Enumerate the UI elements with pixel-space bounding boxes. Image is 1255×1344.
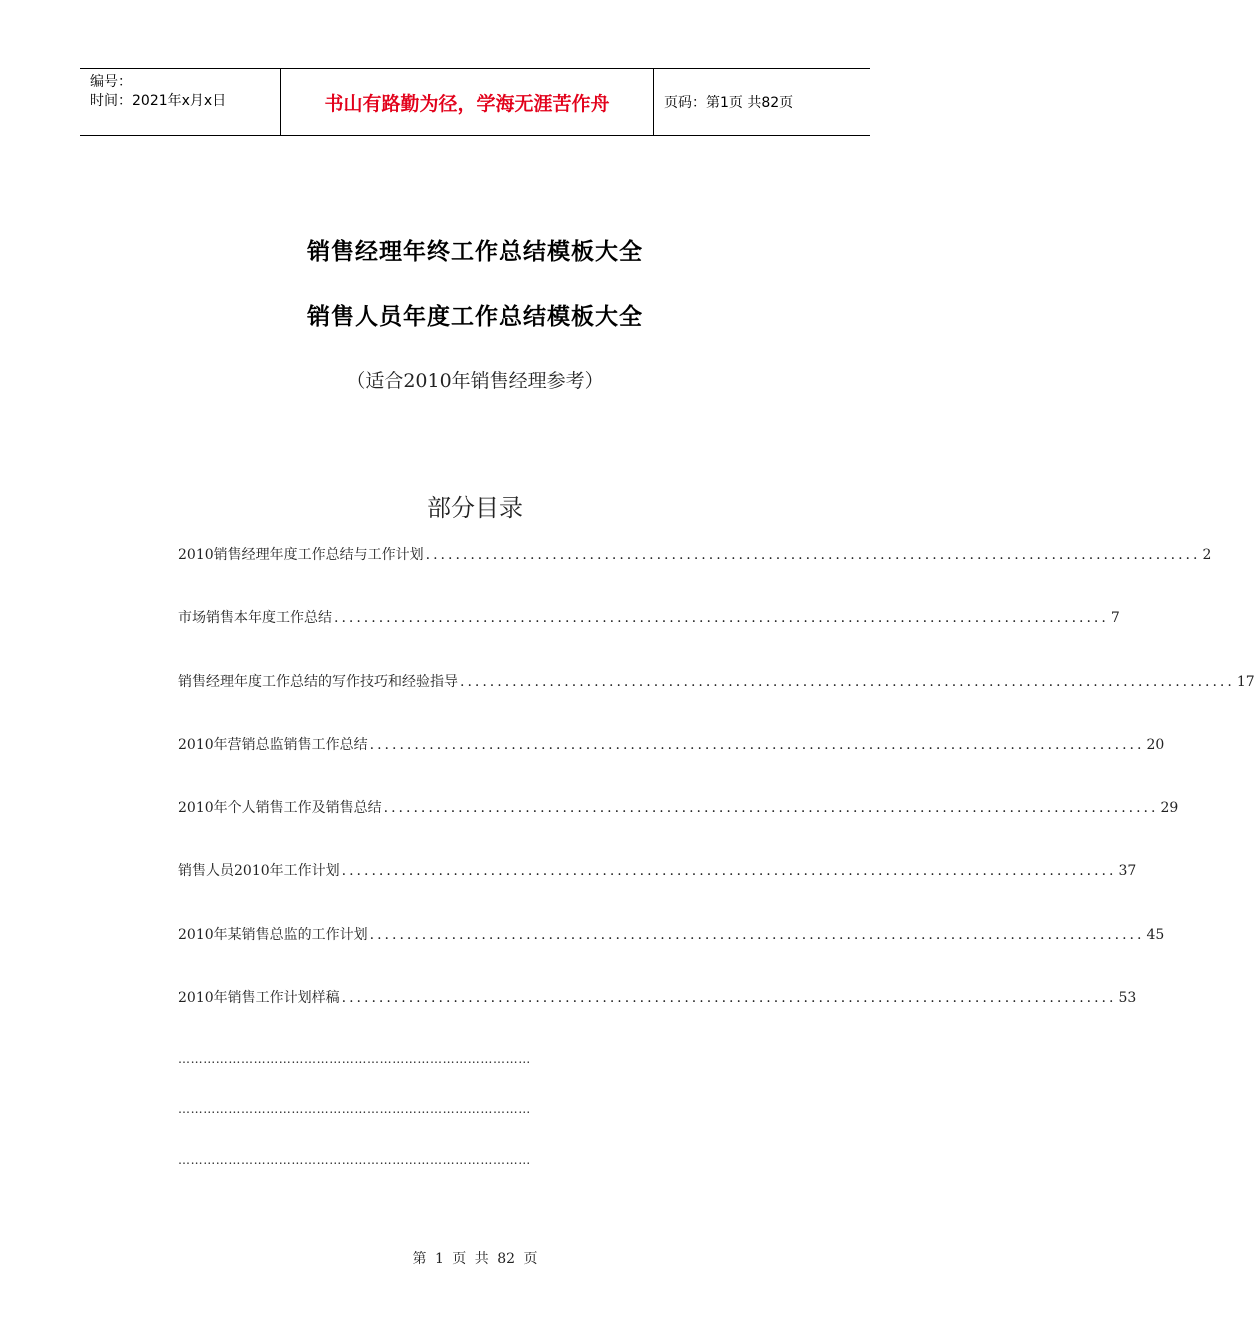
- toc-entry-title: 2010销售经理年度工作总结与工作计划: [178, 547, 424, 563]
- toc-entry-page: 2: [1202, 547, 1212, 563]
- ellipsis-line: …………………………………………………………………………: [178, 1052, 531, 1066]
- toc-entry-page: 17: [1236, 673, 1255, 690]
- ellipsis-line: …………………………………………………………………………: [178, 1102, 531, 1116]
- toc-leader: ........................................................................................................: [369, 736, 1145, 753]
- title-line-1: 销售经理年终工作总结模板大全: [307, 239, 643, 265]
- header-motto: 书山有路勤为径，学海无涯苦作舟: [281, 69, 654, 135]
- toc-leader: ........................................................................................................: [383, 800, 1159, 817]
- toc-entry-title: 2010年营销总监销售工作总结: [178, 736, 368, 753]
- toc-entry-title: 销售经理年度工作总结的写作技巧和经验指导: [178, 673, 458, 690]
- toc-heading: 部分目录: [427, 494, 523, 522]
- ellipsis-line: …………………………………………………………………………: [178, 1153, 531, 1167]
- toc-entry[interactable]: [178, 734, 1165, 797]
- toc-entry[interactable]: [178, 860, 1137, 923]
- toc-entry[interactable]: [178, 671, 1255, 734]
- header-meta: [80, 69, 281, 135]
- toc-leader: ........................................................................................................: [460, 673, 1235, 690]
- toc-entry-title: 市场销售本年度工作总结: [178, 610, 332, 627]
- toc-entry[interactable]: [178, 797, 1179, 860]
- toc-entry-page: 20: [1146, 736, 1165, 753]
- number-label: 编号：: [90, 74, 132, 90]
- subtitle: （适合2010年销售经理参考）: [346, 370, 604, 392]
- document-header: [80, 68, 870, 136]
- toc-entry-title: 2010年某销售总监的工作计划: [178, 926, 368, 943]
- toc-entry[interactable]: [178, 987, 1137, 1050]
- toc-entry-page: 29: [1160, 800, 1179, 817]
- toc-entry-page: 45: [1146, 926, 1165, 943]
- toc-entry-page: 7: [1110, 610, 1120, 627]
- table-of-contents: [178, 544, 1255, 1050]
- toc-entry[interactable]: [178, 607, 1120, 670]
- toc-leader: ........................................................................................................: [341, 863, 1117, 880]
- toc-leader: ........................................................................................................: [334, 610, 1109, 627]
- toc-entry-title: 2010年销售工作计划样稿: [178, 990, 340, 1007]
- toc-leader: ........................................................................................................: [369, 926, 1145, 943]
- toc-entry-title: 2010年个人销售工作及销售总结: [178, 800, 382, 817]
- toc-entry-title: 销售人员2010年工作计划: [178, 863, 340, 880]
- title-line-2: 销售人员年度工作总结模板大全: [307, 304, 643, 330]
- toc-entry-page: 53: [1118, 990, 1137, 1007]
- header-page-info: 页码：第1页 共82页: [664, 95, 794, 111]
- toc-entry-page: 37: [1118, 863, 1137, 880]
- time-label: 时间：2021年x月x日: [90, 93, 227, 109]
- toc-leader: ........................................................................................................: [341, 990, 1117, 1007]
- toc-entry[interactable]: [178, 924, 1165, 987]
- toc-entry[interactable]: [178, 544, 1212, 607]
- toc-leader: ........................................................................................................: [425, 547, 1201, 563]
- page-footer: 第 1 页 共 82 页: [412, 1251, 538, 1267]
